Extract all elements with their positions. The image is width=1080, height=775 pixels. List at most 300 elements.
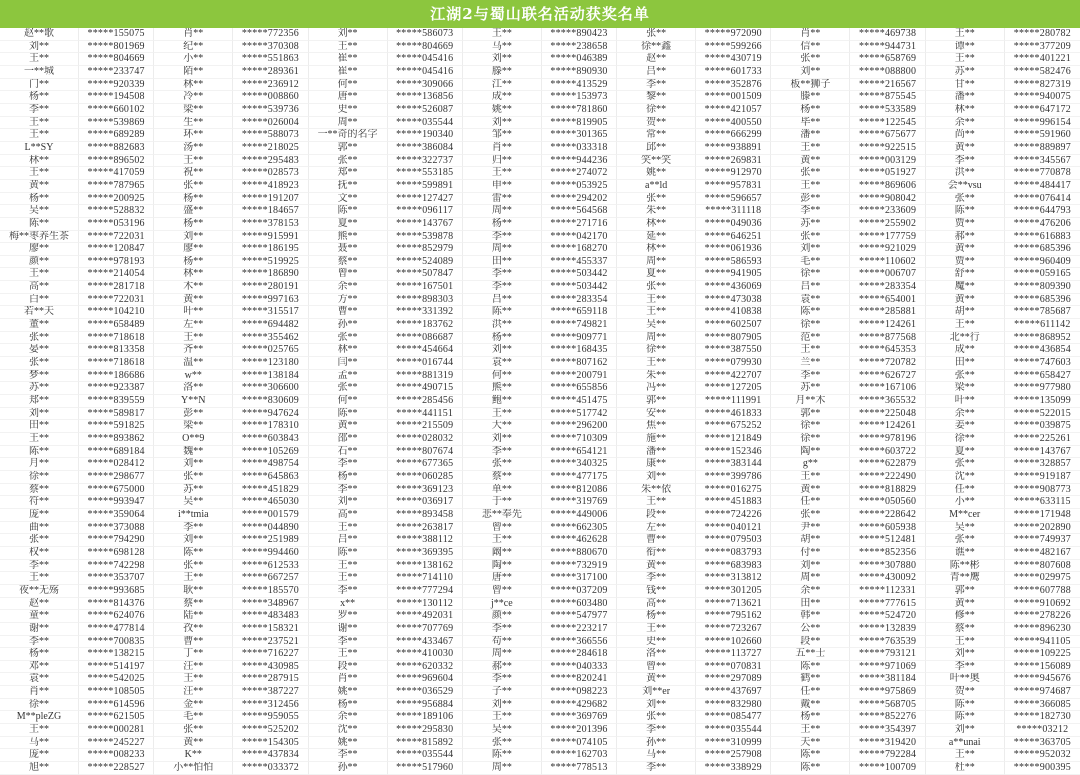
phone-cell: *****852276: [850, 711, 925, 724]
phone-cell: *****977980: [1005, 382, 1080, 395]
phone-cell: *****586073: [388, 28, 463, 41]
phone-cell: *****890423: [542, 28, 617, 41]
winner-name-cell: 曾**: [309, 268, 388, 281]
winner-name-cell: j**ce: [463, 598, 542, 611]
phone-cell: *****100709: [850, 762, 925, 775]
winner-name-cell: 黄**: [617, 560, 696, 573]
winner-name-cell: 汪**: [154, 686, 233, 699]
phone-cell: *****202890: [1005, 522, 1080, 535]
phone-cell: *****340325: [542, 458, 617, 471]
phone-cell: *****868952: [1005, 332, 1080, 345]
winner-name-cell: 任**: [926, 484, 1005, 497]
winner-name-cell: w**: [154, 370, 233, 383]
winner-name-cell: 胡**: [771, 534, 850, 547]
phone-cell: *****222490: [850, 471, 925, 484]
winner-name-cell: 陶**: [463, 560, 542, 573]
winner-name-cell: 王**: [926, 636, 1005, 649]
winner-name-cell: 李**: [926, 155, 1005, 168]
winner-name-cell: 王**: [154, 572, 233, 585]
winner-name-cell: 月**木: [771, 395, 850, 408]
phone-cell: *****297089: [696, 673, 771, 686]
winner-name-cell: 张**: [926, 458, 1005, 471]
phone-cell: *****994460: [233, 547, 308, 560]
phone-cell: *****539736: [233, 104, 308, 117]
winner-name-cell: 左**: [617, 522, 696, 535]
phone-cell: *****085477: [696, 711, 771, 724]
winner-name-cell: 成**: [463, 91, 542, 104]
phone-cell: *****228527: [79, 762, 154, 775]
winner-table: [0, 28, 1080, 775]
title-bar: [0, 0, 1080, 28]
winner-name-cell: 王**: [463, 28, 542, 41]
winner-name-cell: 王**: [771, 471, 850, 484]
phone-cell: *****079503: [696, 534, 771, 547]
winner-name-cell: 王**: [0, 572, 79, 585]
phone-cell: *****122545: [850, 117, 925, 130]
winner-name-cell: 冯**: [617, 382, 696, 395]
winner-name-cell: 金**: [154, 699, 233, 712]
winner-name-cell: 史**: [617, 636, 696, 649]
phone-cell: *****539869: [79, 117, 154, 130]
phone-cell: *****378153: [233, 218, 308, 231]
winner-name-cell: 尹**: [771, 522, 850, 535]
winner-name-cell: 陌**: [154, 66, 233, 79]
winner-name-cell: 康**: [617, 458, 696, 471]
winner-name-cell: 李**: [617, 762, 696, 775]
phone-cell: *****603843: [233, 433, 308, 446]
phone-cell: *****812086: [542, 484, 617, 497]
phone-cell: *****807905: [696, 332, 771, 345]
phone-cell: *****716227: [233, 648, 308, 661]
winner-name-cell: 刘**: [309, 496, 388, 509]
winner-name-cell: 杨**: [309, 699, 388, 712]
phone-cell: *****747603: [1005, 357, 1080, 370]
winner-name-cell: 颜**: [0, 256, 79, 269]
winner-name-cell: 陈**: [0, 446, 79, 459]
winner-name-cell: 吕**: [771, 281, 850, 294]
phone-cell: *****104210: [79, 306, 154, 319]
phone-cell: *****654121: [542, 446, 617, 459]
phone-cell: *****156089: [1005, 661, 1080, 674]
phone-cell: *****971069: [850, 661, 925, 674]
winner-name-cell: 张**: [771, 167, 850, 180]
winner-name-cell: 申**: [463, 180, 542, 193]
winner-name-cell: 耿**: [154, 585, 233, 598]
winner-name-cell: 王**: [0, 268, 79, 281]
phone-cell: *****152346: [696, 446, 771, 459]
phone-cell: *****742298: [79, 560, 154, 573]
phone-cell: *****233609: [850, 205, 925, 218]
winner-name-cell: 王**: [309, 41, 388, 54]
phone-cell: *****881319: [388, 370, 463, 383]
winner-name-cell: 王**: [463, 408, 542, 421]
phone-cell: *****042170: [542, 231, 617, 244]
phone-cell: *****524089: [388, 256, 463, 269]
phone-cell: *****377209: [1005, 41, 1080, 54]
phone-cell: *****839559: [79, 395, 154, 408]
winner-name-cell: 吕**: [463, 294, 542, 307]
phone-cell: *****819905: [542, 117, 617, 130]
winner-name-cell: 邓**: [0, 661, 79, 674]
phone-cell: *****621505: [79, 711, 154, 724]
winner-name-cell: 陈**: [926, 699, 1005, 712]
phone-cell: *****388112: [388, 534, 463, 547]
winner-name-cell: 姚**: [617, 167, 696, 180]
phone-cell: *****238658: [542, 41, 617, 54]
winner-name-cell: 孜**: [154, 623, 233, 636]
phone-cell: *****542025: [79, 673, 154, 686]
winner-name-cell: 白**: [0, 294, 79, 307]
winner-name-cell: 文**: [309, 193, 388, 206]
phone-cell: *****008860: [233, 91, 308, 104]
winner-name-cell: 王**: [0, 53, 79, 66]
winner-name-cell: M**pleZG: [0, 711, 79, 724]
winner-name-cell: x**: [309, 598, 388, 611]
winner-name-cell: 蔡**: [926, 623, 1005, 636]
phone-cell: *****045416: [388, 53, 463, 66]
winner-name-cell: 张**: [771, 509, 850, 522]
winner-name-cell: 张**: [617, 281, 696, 294]
phone-cell: *****386084: [388, 142, 463, 155]
phone-cell: *****132839: [850, 623, 925, 636]
phone-cell: *****622879: [850, 458, 925, 471]
winner-name-cell: 李**: [617, 79, 696, 92]
phone-cell: *****295830: [388, 724, 463, 737]
winner-name-cell: 郭**: [617, 395, 696, 408]
winner-name-cell: 张**: [926, 370, 1005, 383]
phone-cell: *****945676: [1005, 673, 1080, 686]
phone-cell: *****519925: [233, 256, 308, 269]
winner-name-cell: 杨**: [771, 711, 850, 724]
winner-name-cell: 李**: [0, 636, 79, 649]
winner-name-cell: 贺**: [617, 117, 696, 130]
winner-name-cell: 王**: [154, 155, 233, 168]
phone-cell: *****568705: [850, 699, 925, 712]
phone-cell: *****698128: [79, 547, 154, 560]
winner-name-cell: 王**: [463, 711, 542, 724]
winner-name-cell: 张**: [926, 193, 1005, 206]
phone-cell: *****387227: [233, 686, 308, 699]
phone-cell: *****785687: [1005, 306, 1080, 319]
phone-cell: *****218025: [233, 142, 308, 155]
winner-name-cell: 陈**: [309, 205, 388, 218]
winner-name-cell: 袁**: [0, 673, 79, 686]
winner-name-cell: 孙**: [617, 737, 696, 750]
phone-cell: *****553185: [388, 167, 463, 180]
phone-cell: *****781860: [542, 104, 617, 117]
winner-name-cell: 延**: [617, 231, 696, 244]
phone-cell: *****647172: [1005, 104, 1080, 117]
phone-cell: *****076414: [1005, 193, 1080, 206]
winner-name-cell: 张**: [926, 534, 1005, 547]
phone-cell: *****455337: [542, 256, 617, 269]
winner-name-cell: 尚**: [926, 129, 1005, 142]
winner-name-cell: 环**: [154, 129, 233, 142]
phone-cell: *****830609: [233, 395, 308, 408]
winner-name-cell: 姚**: [463, 104, 542, 117]
phone-cell: *****910692: [1005, 598, 1080, 611]
winner-name-cell: 梁**: [926, 382, 1005, 395]
winner-name-cell: 蔡**: [154, 598, 233, 611]
winner-name-cell: 王**: [617, 623, 696, 636]
phone-cell: *****319769: [542, 496, 617, 509]
winner-name-cell: 徐**: [617, 104, 696, 117]
phone-cell: *****053196: [79, 218, 154, 231]
phone-cell: *****124261: [850, 420, 925, 433]
phone-cell: *****158321: [233, 623, 308, 636]
winner-name-cell: 蔡**: [463, 471, 542, 484]
phone-cell: *****401221: [1005, 53, 1080, 66]
winner-name-cell: 杨**: [463, 332, 542, 345]
phone-cell: *****421057: [696, 104, 771, 117]
winner-name-cell: 杨**: [617, 610, 696, 623]
winner-name-cell: 苏**: [926, 66, 1005, 79]
winner-name-cell: 滕**: [463, 66, 542, 79]
phone-cell: *****033318: [542, 142, 617, 155]
phone-cell: *****028573: [233, 167, 308, 180]
winner-name-cell: K**: [154, 749, 233, 762]
winner-name-cell: 李**: [0, 560, 79, 573]
winner-name-cell: 王**: [463, 167, 542, 180]
phone-cell: *****710309: [542, 433, 617, 446]
winner-name-cell: 孟**: [309, 370, 388, 383]
winner-name-cell: 李**: [309, 585, 388, 598]
winner-name-cell: 肖**: [771, 28, 850, 41]
winner-name-cell: 于**: [463, 496, 542, 509]
phone-cell: *****216567: [850, 79, 925, 92]
winner-name-cell: 洪**: [926, 167, 1005, 180]
phone-cell: *****626727: [850, 370, 925, 383]
winner-name-cell: 陈**: [309, 408, 388, 421]
winner-name-cell: 张**: [0, 332, 79, 345]
winner-name-cell: 黄**: [771, 155, 850, 168]
phone-cell: *****001509: [696, 91, 771, 104]
phone-cell: *****957831: [696, 180, 771, 193]
phone-cell: *****801969: [79, 41, 154, 54]
winner-name-cell: 门**: [0, 79, 79, 92]
winner-name-cell: 赵**: [617, 53, 696, 66]
phone-cell: *****365532: [850, 395, 925, 408]
winner-name-cell: 潘**: [926, 91, 1005, 104]
winner-name-cell: 王**: [617, 306, 696, 319]
phone-cell: *****482167: [1005, 547, 1080, 560]
winner-name-cell: 徐**: [0, 471, 79, 484]
winner-name-cell: 林**: [309, 344, 388, 357]
winner-name-cell: 李**: [771, 205, 850, 218]
winner-name-cell: 李**: [309, 484, 388, 497]
winner-name-cell: 常**: [617, 129, 696, 142]
winner-name-cell: 付**: [771, 547, 850, 560]
phone-cell: *****154305: [233, 737, 308, 750]
winner-name-cell: 旭**: [0, 762, 79, 775]
phone-cell: *****922515: [850, 142, 925, 155]
phone-cell: *****049036: [696, 218, 771, 231]
winner-name-cell: 崔**: [309, 66, 388, 79]
phone-cell: *****105269: [233, 446, 308, 459]
phone-cell: *****732919: [542, 560, 617, 573]
winner-name-cell: 郑**: [0, 395, 79, 408]
winner-name-cell: 焦**: [617, 420, 696, 433]
phone-cell: *****882683: [79, 142, 154, 155]
phone-cell: *****418923: [233, 180, 308, 193]
phone-cell: *****923387: [79, 382, 154, 395]
winner-name-cell: 王**: [309, 522, 388, 535]
winner-name-cell: 北**行: [926, 332, 1005, 345]
winner-name-cell: 晏**: [0, 344, 79, 357]
phone-cell: *****667257: [233, 572, 308, 585]
phone-cell: *****582476: [1005, 66, 1080, 79]
phone-cell: *****121849: [696, 433, 771, 446]
phone-cell: *****658489: [79, 319, 154, 332]
phone-cell: *****437834: [233, 749, 308, 762]
winner-name-cell: 李**: [309, 458, 388, 471]
winner-name-cell: 五**士: [771, 648, 850, 661]
winner-name-cell: 贾**: [926, 218, 1005, 231]
winner-name-cell: 陈**: [771, 661, 850, 674]
phone-cell: *****603722: [850, 446, 925, 459]
phone-cell: *****993685: [79, 585, 154, 598]
winner-name-cell: 余**: [926, 117, 1005, 130]
phone-cell: *****369769: [542, 711, 617, 724]
winner-name-cell: 田**: [463, 256, 542, 269]
winner-name-cell: 黄**: [926, 243, 1005, 256]
winner-name-cell: 郭**: [771, 408, 850, 421]
winner-name-cell: 杨**: [771, 104, 850, 117]
phone-cell: *****025765: [233, 344, 308, 357]
winner-name-cell: 范**: [771, 332, 850, 345]
winner-name-cell: 王**: [771, 344, 850, 357]
phone-cell: *****890930: [542, 66, 617, 79]
phone-cell: *****061936: [696, 243, 771, 256]
winner-name-cell: 徐**鑫: [617, 41, 696, 54]
winner-name-cell: 石**: [309, 446, 388, 459]
phone-cell: *****614596: [79, 699, 154, 712]
phone-cell: *****547977: [542, 610, 617, 623]
winner-name-cell: 衔**: [617, 547, 696, 560]
phone-cell: *****143767: [388, 218, 463, 231]
phone-cell: *****200791: [542, 370, 617, 383]
winner-name-cell: 冷**: [154, 91, 233, 104]
winner-name-cell: 崔**: [309, 53, 388, 66]
winner-name-cell: 肖**: [463, 142, 542, 155]
winner-name-cell: 王**: [154, 332, 233, 345]
winner-name-cell: 曹**: [309, 306, 388, 319]
winner-name-cell: 林**: [617, 243, 696, 256]
winner-name-cell: 阚**: [463, 547, 542, 560]
phone-cell: *****348967: [233, 598, 308, 611]
phone-cell: *****000281: [79, 724, 154, 737]
phone-cell: *****720782: [850, 357, 925, 370]
winner-name-cell: 梅**枣养生茶: [0, 231, 79, 244]
winner-name-cell: 魏**: [154, 446, 233, 459]
phone-cell: *****469738: [850, 28, 925, 41]
phone-cell: *****183762: [388, 319, 463, 332]
winner-name-cell: 夏**: [309, 218, 388, 231]
phone-cell: *****483483: [233, 610, 308, 623]
phone-cell: *****492031: [388, 610, 463, 623]
winner-name-cell: 谢**: [0, 623, 79, 636]
phone-cell: *****941105: [1005, 636, 1080, 649]
winner-name-cell: 王**: [926, 749, 1005, 762]
phone-cell: *****185570: [233, 585, 308, 598]
phone-cell: *****794290: [79, 534, 154, 547]
winner-name-cell: 姚**: [309, 737, 388, 750]
winner-name-cell: 刘**: [926, 648, 1005, 661]
winner-name-cell: 任**: [771, 686, 850, 699]
winner-name-cell: 周**: [463, 648, 542, 661]
phone-cell: *****167106: [850, 382, 925, 395]
phone-cell: *****820241: [542, 673, 617, 686]
phone-cell: *****723267: [696, 623, 771, 636]
winner-name-cell: 沈**: [926, 471, 1005, 484]
phone-cell: *****685396: [1005, 294, 1080, 307]
phone-cell: *****135099: [1005, 395, 1080, 408]
winner-name-cell: 肖**: [309, 673, 388, 686]
phone-cell: *****086687: [388, 332, 463, 345]
phone-cell: *****449006: [542, 509, 617, 522]
winner-name-cell: 刘**: [926, 724, 1005, 737]
phone-cell: *****306600: [233, 382, 308, 395]
winner-name-cell: 赵**: [0, 598, 79, 611]
phone-cell: *****285881: [850, 306, 925, 319]
winner-name-cell: 梦**: [0, 370, 79, 383]
winner-name-cell: 周**: [771, 572, 850, 585]
phone-cell: *****070831: [696, 661, 771, 674]
phone-cell: *****313812: [696, 572, 771, 585]
phone-cell: *****228642: [850, 509, 925, 522]
winner-name-cell: 杜**: [926, 762, 1005, 775]
phone-cell: *****366085: [1005, 699, 1080, 712]
phone-cell: *****675677: [850, 129, 925, 142]
phone-cell: *****003129: [850, 155, 925, 168]
phone-cell: *****807674: [388, 446, 463, 459]
phone-cell: *****441151: [388, 408, 463, 421]
phone-cell: *****777615: [850, 598, 925, 611]
phone-cell: *****331392: [388, 306, 463, 319]
phone-cell: *****108505: [79, 686, 154, 699]
winner-name-cell: 纪**: [154, 41, 233, 54]
phone-cell: *****503442: [542, 281, 617, 294]
phone-cell: *****654001: [850, 294, 925, 307]
winner-name-cell: 刘**: [154, 534, 233, 547]
phone-cell: *****591825: [79, 420, 154, 433]
phone-cell: *****033372: [233, 762, 308, 775]
phone-cell: *****827319: [1005, 79, 1080, 92]
phone-cell: *****624076: [79, 610, 154, 623]
phone-cell: *****278226: [1005, 610, 1080, 623]
phone-cell: *****436069: [696, 281, 771, 294]
phone-cell: *****707769: [388, 623, 463, 636]
phone-cell: *****603480: [542, 598, 617, 611]
phone-cell: *****724226: [696, 509, 771, 522]
phone-cell: *****718618: [79, 332, 154, 345]
phone-cell: *****658769: [850, 53, 925, 66]
winner-name-cell: 陈**: [463, 306, 542, 319]
phone-cell: *****301365: [542, 129, 617, 142]
phone-cell: *****355462: [233, 332, 308, 345]
winner-name-cell: 刘**: [0, 408, 79, 421]
phone-cell: *****956884: [388, 699, 463, 712]
winner-name-cell: 徐**: [0, 699, 79, 712]
winner-name-cell: 熊**: [309, 231, 388, 244]
phone-cell: *****919187: [1005, 471, 1080, 484]
winner-name-cell: 青**鹰: [926, 572, 1005, 585]
phone-cell: *****096117: [388, 205, 463, 218]
winner-name-cell: 李**: [771, 370, 850, 383]
winner-name-cell: 吴**: [0, 205, 79, 218]
phone-cell: *****959055: [233, 711, 308, 724]
winner-name-cell: 陈**: [463, 749, 542, 762]
